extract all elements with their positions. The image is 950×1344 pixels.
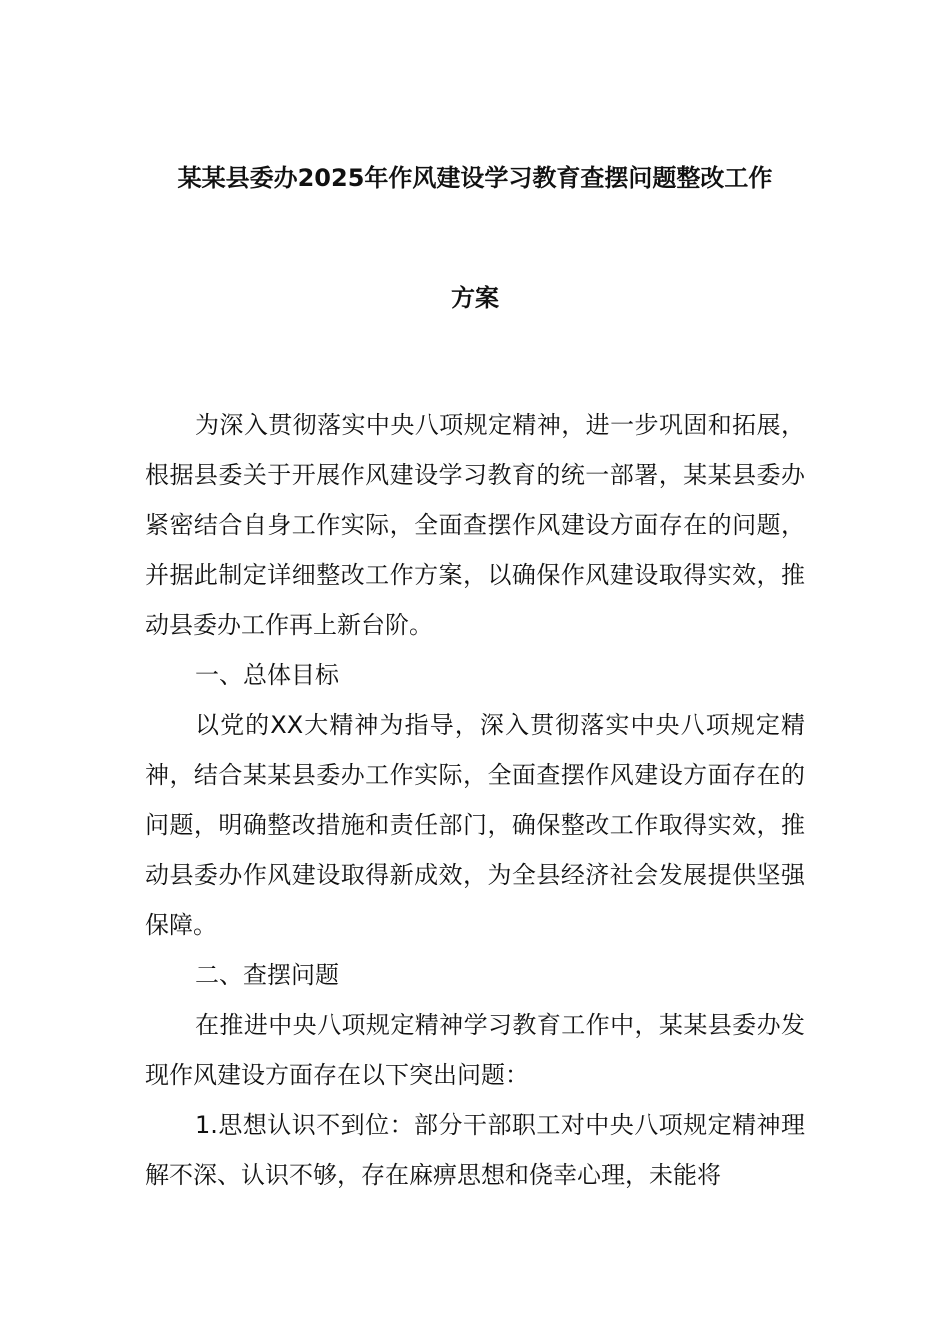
problem-item-1: 1.思想认识不到位：部分干部职工对中央八项规定精神理解不深、认识不够，存在麻痹思想和侥幸心理，未能将 [145, 1111, 805, 1189]
document-title-line-2: 方案 [451, 284, 499, 312]
section-heading-overall-goal: 一、总体目标 [195, 661, 339, 689]
document-title-line-1: 某某县委办2025年作风建设学习教育查摆问题整改工作 [177, 164, 773, 192]
problems-intro-paragraph: 在推进中央八项规定精神学习教育工作中，某某县委办发现作风建设方面存在以下突出问题： [145, 1011, 805, 1089]
intro-paragraph: 为深入贯彻落实中央八项规定精神，进一步巩固和拓展，根据县委关于开展作风建设学习教育的统一部署，某某县委办紧密结合自身工作实际，全面查摆作风建设方面存在的问题，并据此制定详细整改工作方案，以确保作风建设取得实效，推动县委办工作再上新台阶。 [145, 411, 805, 639]
section-heading-problems: 二、查摆问题 [195, 961, 339, 989]
document-body [145, 400, 805, 1200]
goal-paragraph: 以党的XX大精神为指导，深入贯彻落实中央八项规定精神，结合某某县委办工作实际，全面查摆作风建设方面存在的问题，明确整改措施和责任部门，确保整改工作取得实效，推动县委办作风建设取得新成效，为全县经济社会发展提供坚强保障。 [145, 711, 805, 939]
